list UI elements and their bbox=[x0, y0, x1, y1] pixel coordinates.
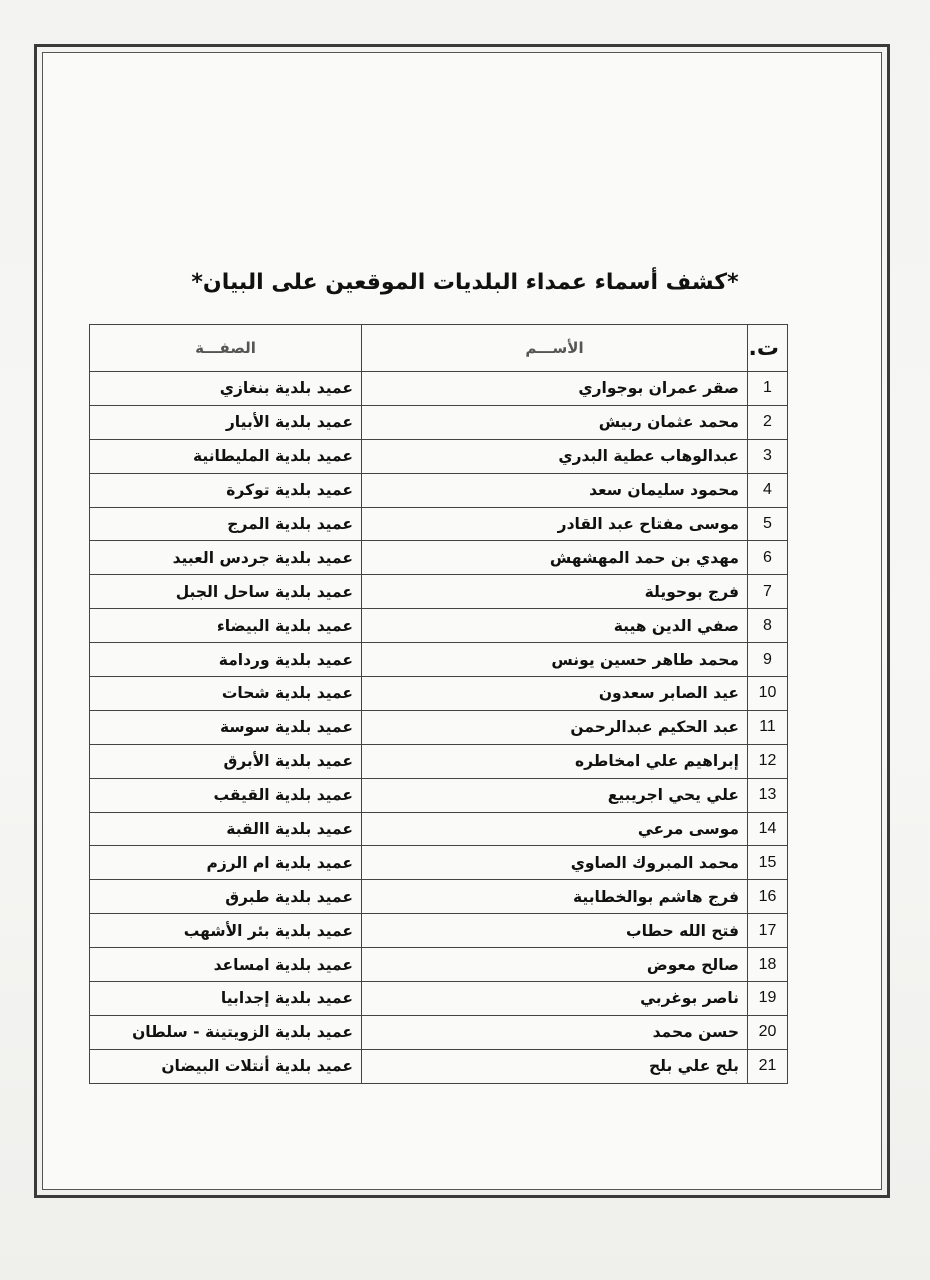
table-row bbox=[90, 439, 788, 473]
row-number: 7 bbox=[748, 575, 788, 609]
table-header-row bbox=[90, 325, 788, 372]
row-role: عميد بلدية طبرق bbox=[90, 880, 362, 914]
row-name: صفي الدين هيبة bbox=[362, 609, 748, 643]
table-row bbox=[90, 744, 788, 778]
row-role: عميد بلدية أنتلات البيضان bbox=[90, 1049, 362, 1083]
row-role: عميد بلدية المرج bbox=[90, 507, 362, 541]
table-row bbox=[90, 473, 788, 507]
row-role: عميد بلدية الأبرق bbox=[90, 744, 362, 778]
row-name: حسن محمد bbox=[362, 1015, 748, 1049]
table-row bbox=[90, 914, 788, 948]
table-row bbox=[90, 405, 788, 439]
row-name: فرج هاشم بوالخطابية bbox=[362, 880, 748, 914]
row-name: موسى مفتاح عبد القادر bbox=[362, 507, 748, 541]
row-number: 10 bbox=[748, 677, 788, 711]
row-name: ناصر بوغربي bbox=[362, 982, 748, 1016]
row-number: 18 bbox=[748, 948, 788, 982]
table-row bbox=[90, 643, 788, 677]
row-number: 3 bbox=[748, 439, 788, 473]
row-number: 4 bbox=[748, 473, 788, 507]
row-role: عميد بلدية البيضاء bbox=[90, 609, 362, 643]
table-row bbox=[90, 982, 788, 1016]
table-row bbox=[90, 507, 788, 541]
table-row bbox=[90, 880, 788, 914]
table-row bbox=[90, 541, 788, 575]
row-role: عميد بلدية جردس العبيد bbox=[90, 541, 362, 575]
row-number: 13 bbox=[748, 778, 788, 812]
row-name: عيد الصابر سعدون bbox=[362, 677, 748, 711]
row-name: علي يحي اجريبيع bbox=[362, 778, 748, 812]
row-role: عميد بلدية الزويتينة - سلطان bbox=[90, 1015, 362, 1049]
header-name: الأســـم bbox=[362, 325, 748, 372]
row-name: عبدالوهاب عطية البدري bbox=[362, 439, 748, 473]
row-role: عميد بلدية بئر الأشهب bbox=[90, 914, 362, 948]
row-name: إبراهيم علي امخاطره bbox=[362, 744, 748, 778]
row-role: عميد بلدية ساحل الجبل bbox=[90, 575, 362, 609]
row-number: 6 bbox=[748, 541, 788, 575]
row-role: عميد بلدية االقبة bbox=[90, 812, 362, 846]
table-row bbox=[90, 948, 788, 982]
row-number: 5 bbox=[748, 507, 788, 541]
row-number: 14 bbox=[748, 812, 788, 846]
row-name: بلح علي بلح bbox=[362, 1049, 748, 1083]
row-number: 15 bbox=[748, 846, 788, 880]
row-name: موسى مرعي bbox=[362, 812, 748, 846]
row-number: 9 bbox=[748, 643, 788, 677]
row-role: عميد بلدية بنغازي bbox=[90, 372, 362, 406]
row-role: عميد بلدية امساعد bbox=[90, 948, 362, 982]
row-role: عميد بلدية المليطانية bbox=[90, 439, 362, 473]
header-role: الصفـــة bbox=[90, 325, 362, 372]
document-title: *كشف أسماء عمداء البلديات الموقعين على البيان* bbox=[191, 270, 739, 295]
row-name: مهدي بن حمد المهشهش bbox=[362, 541, 748, 575]
table-row bbox=[90, 609, 788, 643]
row-number: 12 bbox=[748, 744, 788, 778]
row-name: صقر عمران بوجواري bbox=[362, 372, 748, 406]
table-body bbox=[90, 372, 788, 1084]
table-row bbox=[90, 710, 788, 744]
row-role: عميد بلدية ام الرزم bbox=[90, 846, 362, 880]
row-number: 20 bbox=[748, 1015, 788, 1049]
row-number: 21 bbox=[748, 1049, 788, 1083]
row-name: فرج بوحويلة bbox=[362, 575, 748, 609]
table-row bbox=[90, 1049, 788, 1083]
table-row bbox=[90, 778, 788, 812]
row-number: 16 bbox=[748, 880, 788, 914]
table-row bbox=[90, 812, 788, 846]
table-row bbox=[90, 575, 788, 609]
row-role: عميد بلدية توكرة bbox=[90, 473, 362, 507]
row-number: 17 bbox=[748, 914, 788, 948]
table-row bbox=[90, 372, 788, 406]
row-number: 8 bbox=[748, 609, 788, 643]
row-number: 1 bbox=[748, 372, 788, 406]
row-role: عميد بلدية شحات bbox=[90, 677, 362, 711]
row-name: محمد طاهر حسين يونس bbox=[362, 643, 748, 677]
mayors-table bbox=[89, 324, 788, 1084]
table-row bbox=[90, 677, 788, 711]
table-row bbox=[90, 846, 788, 880]
row-role: عميد بلدية إجدابيا bbox=[90, 982, 362, 1016]
row-name: عبد الحكيم عبدالرحمن bbox=[362, 710, 748, 744]
row-number: 19 bbox=[748, 982, 788, 1016]
row-role: عميد بلدية سوسة bbox=[90, 710, 362, 744]
row-name: محمد عثمان ربيش bbox=[362, 405, 748, 439]
row-number: 2 bbox=[748, 405, 788, 439]
row-role: عميد بلدية القيقب bbox=[90, 778, 362, 812]
row-name: فتح الله حطاب bbox=[362, 914, 748, 948]
row-number: 11 bbox=[748, 710, 788, 744]
row-role: عميد بلدية وردامة bbox=[90, 643, 362, 677]
row-role: عميد بلدية الأبيار bbox=[90, 405, 362, 439]
row-name: صالح معوض bbox=[362, 948, 748, 982]
row-name: محمد المبروك الصاوي bbox=[362, 846, 748, 880]
row-name: محمود سليمان سعد bbox=[362, 473, 748, 507]
header-number: ت. bbox=[748, 325, 788, 372]
table-row bbox=[90, 1015, 788, 1049]
